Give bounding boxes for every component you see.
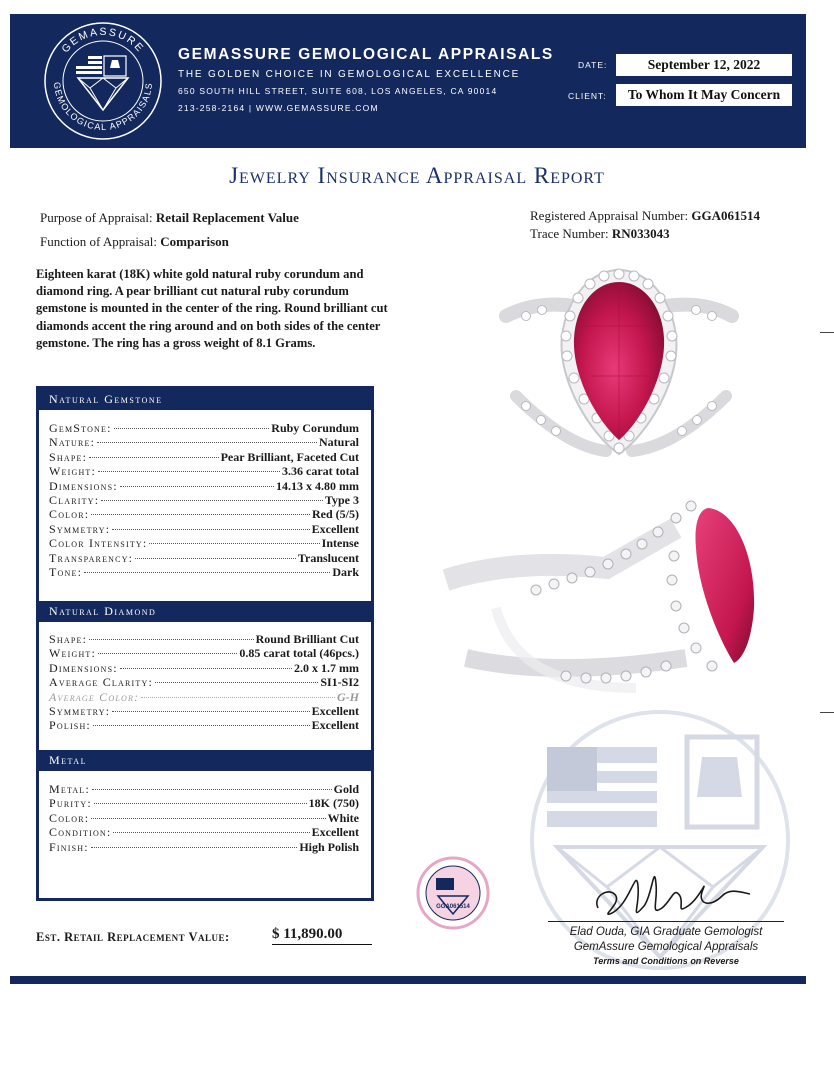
dot-leader: [114, 428, 270, 429]
spec-value: White: [327, 810, 359, 825]
seal-bottom-text: GEMOLOGICAL APPRAISALS: [51, 81, 155, 133]
footer-bar: [10, 976, 806, 984]
retail-value-amount: $ 11,890.00: [272, 926, 372, 945]
spec-row: [49, 632, 359, 646]
spec-value: Ruby Corundum: [271, 421, 359, 435]
function-field: [40, 234, 229, 250]
dot-leader: [97, 442, 317, 443]
spec-value: Excellent: [311, 718, 359, 733]
dot-leader: [91, 847, 298, 848]
spec-row: [49, 450, 359, 464]
spec-label: Clarity:: [49, 492, 100, 507]
dot-leader: [84, 572, 330, 573]
spec-value: Translucent: [297, 550, 359, 565]
spec-row: [49, 565, 359, 579]
dot-leader: [101, 500, 323, 501]
dot-leader: [155, 682, 318, 683]
spec-value: Gold: [333, 782, 359, 796]
spec-label: Color Intensity:: [49, 536, 148, 551]
appraisal-seal-stamp: [416, 856, 490, 930]
page-edge-mark: [820, 332, 834, 333]
signature-line: [548, 921, 784, 922]
spec-label: Shape:: [49, 632, 88, 646]
dot-leader: [89, 639, 254, 640]
spec-row: [49, 782, 359, 796]
seal-top-text: GEMASSURE: [59, 25, 147, 56]
spec-value: 0.85 carat total (46pcs.): [239, 646, 359, 661]
spec-row: [49, 840, 359, 854]
spec-label: Color:: [49, 507, 90, 522]
dot-leader: [141, 697, 335, 698]
spec-row: [49, 522, 359, 536]
spec-label: Dimensions:: [49, 478, 118, 493]
spec-row: [49, 825, 359, 839]
spec-value: 18K (750): [308, 796, 359, 811]
client-value: To Whom It May Concern: [616, 84, 792, 106]
spec-value: Dark: [332, 564, 359, 579]
spec-row: [49, 551, 359, 565]
function-label: Function of Appraisal:: [40, 234, 157, 249]
dot-leader: [120, 668, 292, 669]
spec-row: [49, 507, 359, 521]
spec-row: [49, 464, 359, 478]
spec-label: Weight:: [49, 646, 97, 661]
spec-row: [49, 435, 359, 449]
gemologist-name: Elad Ouda, GIA Graduate Gemologist: [569, 926, 763, 938]
dot-leader: [91, 818, 325, 819]
spec-label: Tone:: [49, 564, 83, 579]
dot-leader: [113, 832, 309, 833]
diamond-section-heading: Natural Diamond: [39, 601, 371, 622]
dot-leader: [120, 486, 274, 487]
retail-value-label: Est. Retail Replacement Value:: [36, 930, 230, 944]
spec-row: [49, 675, 359, 689]
dot-leader: [98, 471, 280, 472]
dot-leader: [98, 653, 237, 654]
spec-label: Symmetry:: [49, 703, 111, 718]
trace-value: RN033043: [611, 226, 670, 241]
diamond-rows: [49, 632, 359, 733]
header-banner: [10, 14, 806, 148]
report-title: Jewelry Insurance Appraisal Report: [229, 163, 605, 188]
company-contact: 213-258-2164 | WWW.GEMASSURE.COM: [178, 103, 379, 113]
dot-leader: [112, 529, 309, 530]
spec-value: Excellent: [311, 825, 359, 840]
item-description: Eighteen karat (18K) white gold natural ruby corundum and diamond ring. A pear brilliant cut natural ruby corundum gemstone is mounted in the center of the ring. Round brilliant cut diamonds accent the ring around and on both sides of the center gemstone. The ring has a gross weight of 8.1 Grams.: [36, 267, 388, 350]
spec-row: [49, 646, 359, 660]
metal-rows: [49, 782, 359, 854]
purpose-field: [40, 210, 299, 226]
spec-label: Average Clarity:: [49, 675, 153, 690]
purpose-value: Retail Replacement Value: [155, 210, 299, 225]
spec-row: [49, 690, 359, 704]
spec-value: Type 3: [324, 492, 359, 507]
spec-row: [49, 536, 359, 550]
registered-label: Registered Appraisal Number:: [530, 208, 689, 223]
spec-value: Natural: [319, 435, 359, 450]
company-address: 650 SOUTH HILL STREET, SUITE 608, LOS ANGELES, CA 90014: [178, 86, 498, 96]
spec-value: G-H: [337, 689, 359, 704]
spec-label: Purity:: [49, 796, 92, 811]
spec-label: Dimensions:: [49, 660, 118, 675]
dot-leader: [94, 803, 307, 804]
spec-label: Color:: [49, 810, 90, 825]
spec-label: GemStone:: [49, 421, 112, 435]
spec-value: 3.36 carat total: [282, 464, 359, 479]
company-name: GEMASSURE GEMOLOGICAL APPRAISALS: [178, 46, 554, 63]
spec-value: 14.13 x 4.80 mm: [276, 478, 359, 493]
spec-row: [49, 421, 359, 435]
company-info: [178, 46, 554, 113]
page-edge-mark: [820, 712, 834, 713]
spec-row: [49, 661, 359, 675]
spec-label: Condition:: [49, 825, 112, 840]
registered-value: GGA061514: [691, 208, 761, 223]
spec-value: Intense: [321, 536, 359, 551]
trace-number-field: [530, 226, 670, 242]
ring-side-view-photo: [436, 488, 760, 694]
specifications-box: [36, 386, 374, 901]
spec-value: 2.0 x 1.7 mm: [294, 660, 359, 675]
gemstone-rows: [49, 421, 359, 579]
spec-value: Excellent: [311, 521, 359, 536]
ring-top-view-photo: [496, 256, 742, 466]
company-seal-logo: [40, 18, 166, 144]
spec-row: [49, 704, 359, 718]
purpose-label: Purpose of Appraisal:: [40, 210, 153, 225]
spec-row: [49, 796, 359, 810]
function-value: Comparison: [160, 234, 229, 249]
date-label: DATE:: [578, 60, 608, 70]
spec-label: Polish:: [49, 718, 91, 733]
spec-value: Round Brilliant Cut: [255, 632, 359, 646]
spec-label: Symmetry:: [49, 521, 111, 536]
dot-leader: [92, 789, 332, 790]
spec-row: [49, 493, 359, 507]
date-value: September 12, 2022: [616, 54, 792, 76]
spec-value: Pear Brilliant, Faceted Cut: [220, 449, 359, 464]
spec-row: [49, 479, 359, 493]
spec-label: Average Color:: [49, 689, 140, 704]
registered-number-field: [530, 208, 760, 224]
spec-label: Metal:: [49, 782, 91, 796]
spec-value: Red (5/5): [312, 507, 359, 522]
spec-value: Excellent: [311, 703, 359, 718]
trace-label: Trace Number:: [530, 226, 609, 241]
spec-label: Weight:: [49, 464, 97, 479]
gemstone-section-heading: Natural Gemstone: [39, 389, 371, 410]
spec-label: Shape:: [49, 449, 88, 464]
terms-note: Terms and Conditions on Reverse: [593, 956, 739, 966]
spec-label: Finish:: [49, 839, 89, 854]
spec-row: [49, 718, 359, 732]
client-label: CLIENT:: [568, 91, 607, 101]
spec-label: Nature:: [49, 435, 96, 450]
spec-value: High Polish: [299, 839, 359, 854]
seal-number: GGA061514: [436, 904, 470, 910]
spec-label: Transparency:: [49, 550, 134, 565]
dot-leader: [91, 514, 310, 515]
dot-leader: [149, 543, 319, 544]
gemologist-signature: [590, 856, 770, 926]
spec-row: [49, 811, 359, 825]
company-tagline: THE GOLDEN CHOICE IN GEMOLOGICAL EXCELLENCE: [178, 69, 521, 80]
dot-leader: [135, 558, 296, 559]
spec-value: SI1-SI2: [320, 675, 359, 690]
gemologist-company: GemAssure Gemological Appraisals: [573, 941, 759, 953]
dot-leader: [89, 457, 218, 458]
dot-leader: [112, 711, 309, 712]
metal-section-heading: Metal: [39, 750, 371, 771]
dot-leader: [93, 725, 310, 726]
